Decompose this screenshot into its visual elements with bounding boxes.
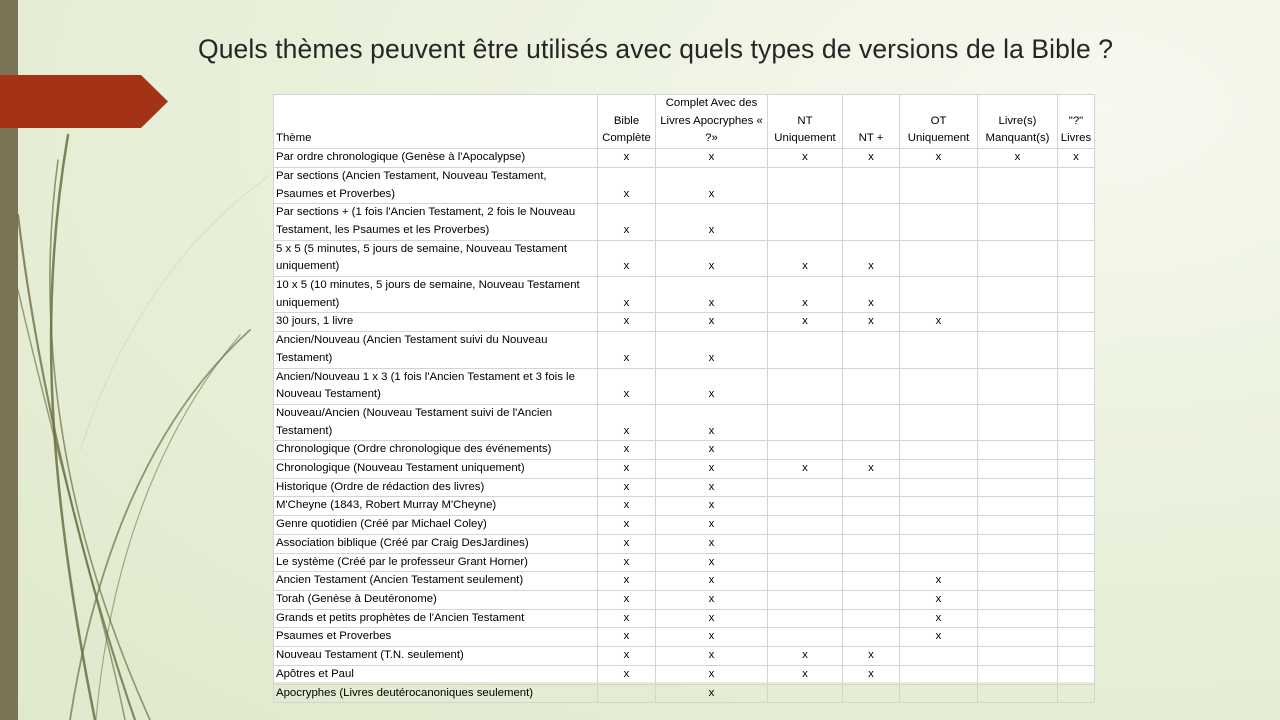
mark-cell bbox=[978, 167, 1058, 203]
mark-cell bbox=[900, 368, 978, 404]
table-row bbox=[274, 460, 1095, 479]
mark-cell bbox=[1058, 684, 1095, 703]
mark-cell bbox=[843, 590, 900, 609]
table-row bbox=[274, 553, 1095, 572]
mark-cell bbox=[1058, 665, 1095, 684]
mark-cell bbox=[843, 332, 900, 368]
mark-cell bbox=[1058, 516, 1095, 535]
theme-cell: Nouveau Testament (T.N. seulement) bbox=[274, 647, 598, 666]
mark-cell: x bbox=[598, 441, 656, 460]
mark-cell: x bbox=[656, 149, 768, 168]
mark-cell: x bbox=[598, 572, 656, 591]
mark-cell bbox=[1058, 497, 1095, 516]
table-row bbox=[274, 534, 1095, 553]
mark-cell bbox=[978, 332, 1058, 368]
mark-cell: x bbox=[656, 368, 768, 404]
mark-cell: x bbox=[598, 240, 656, 276]
column-header-livres-manquants: Livre(s) Manquant(s) bbox=[978, 95, 1058, 149]
theme-cell: Grands et petits prophètes de l'Ancien Testament bbox=[274, 609, 598, 628]
mark-cell bbox=[1058, 572, 1095, 591]
mark-cell bbox=[768, 609, 843, 628]
mark-cell: x bbox=[656, 277, 768, 313]
theme-cell: M'Cheyne (1843, Robert Murray M'Cheyne) bbox=[274, 497, 598, 516]
mark-cell: x bbox=[768, 665, 843, 684]
mark-cell bbox=[1058, 277, 1095, 313]
mark-cell bbox=[843, 628, 900, 647]
mark-cell bbox=[900, 167, 978, 203]
theme-cell: Torah (Genèse à Deutéronome) bbox=[274, 590, 598, 609]
mark-cell bbox=[843, 204, 900, 240]
mark-cell bbox=[900, 277, 978, 313]
mark-cell bbox=[768, 404, 843, 440]
mark-cell: x bbox=[900, 628, 978, 647]
mark-cell bbox=[978, 204, 1058, 240]
mark-cell bbox=[843, 478, 900, 497]
theme-cell: Genre quotidien (Créé par Michael Coley) bbox=[274, 516, 598, 535]
theme-cell: Nouveau/Ancien (Nouveau Testament suivi de l'Ancien Testament) bbox=[274, 404, 598, 440]
mark-cell bbox=[768, 497, 843, 516]
table-row bbox=[274, 149, 1095, 168]
mark-cell: x bbox=[843, 313, 900, 332]
table-row bbox=[274, 665, 1095, 684]
mark-cell: x bbox=[656, 441, 768, 460]
mark-cell bbox=[978, 534, 1058, 553]
table-row bbox=[274, 368, 1095, 404]
table-row bbox=[274, 647, 1095, 666]
mark-cell bbox=[1058, 628, 1095, 647]
mark-cell bbox=[978, 628, 1058, 647]
mark-cell bbox=[768, 572, 843, 591]
theme-cell: Ancien Testament (Ancien Testament seulement) bbox=[274, 572, 598, 591]
mark-cell: x bbox=[656, 516, 768, 535]
mark-cell: x bbox=[656, 590, 768, 609]
mark-cell bbox=[900, 204, 978, 240]
mark-cell: x bbox=[768, 313, 843, 332]
mark-cell: x bbox=[900, 149, 978, 168]
mark-cell bbox=[978, 368, 1058, 404]
mark-cell: x bbox=[598, 332, 656, 368]
mark-cell bbox=[900, 534, 978, 553]
mark-cell: x bbox=[656, 404, 768, 440]
mark-cell bbox=[1058, 441, 1095, 460]
mark-cell bbox=[978, 404, 1058, 440]
column-header-theme: Thème bbox=[274, 95, 598, 149]
mark-cell bbox=[843, 516, 900, 535]
mark-cell bbox=[978, 478, 1058, 497]
mark-cell bbox=[1058, 332, 1095, 368]
mark-cell: x bbox=[598, 204, 656, 240]
mark-cell bbox=[978, 516, 1058, 535]
mark-cell bbox=[1058, 167, 1095, 203]
table-row bbox=[274, 332, 1095, 368]
mark-cell bbox=[843, 684, 900, 703]
mark-cell: x bbox=[598, 609, 656, 628]
mark-cell bbox=[768, 534, 843, 553]
table-row bbox=[274, 516, 1095, 535]
mark-cell bbox=[843, 534, 900, 553]
table-body bbox=[274, 149, 1095, 703]
mark-cell bbox=[978, 665, 1058, 684]
mark-cell bbox=[978, 460, 1058, 479]
theme-cell: Ancien/Nouveau 1 x 3 (1 fois l'Ancien Testament et 3 fois le Nouveau Testament) bbox=[274, 368, 598, 404]
theme-cell: Par ordre chronologique (Genèse à l'Apocalypse) bbox=[274, 149, 598, 168]
theme-cell: 5 x 5 (5 minutes, 5 jours de semaine, Nouveau Testament uniquement) bbox=[274, 240, 598, 276]
column-header-nt-plus: NT + bbox=[843, 95, 900, 149]
column-header-ot-uniquement: OT Uniquement bbox=[900, 95, 978, 149]
mark-cell bbox=[900, 497, 978, 516]
mark-cell: x bbox=[598, 516, 656, 535]
mark-cell bbox=[978, 572, 1058, 591]
mark-cell: x bbox=[656, 332, 768, 368]
table-row bbox=[274, 441, 1095, 460]
table-row bbox=[274, 404, 1095, 440]
accent-arrow-shape bbox=[0, 75, 168, 128]
column-header-livres-inconnus: "?" Livres bbox=[1058, 95, 1095, 149]
mark-cell bbox=[1058, 368, 1095, 404]
theme-cell: 10 x 5 (10 minutes, 5 jours de semaine, Nouveau Testament uniquement) bbox=[274, 277, 598, 313]
mark-cell bbox=[900, 665, 978, 684]
mark-cell bbox=[978, 553, 1058, 572]
mark-cell bbox=[843, 572, 900, 591]
mark-cell: x bbox=[598, 404, 656, 440]
table-row bbox=[274, 478, 1095, 497]
mark-cell bbox=[1058, 478, 1095, 497]
mark-cell: x bbox=[656, 534, 768, 553]
mark-cell: x bbox=[843, 277, 900, 313]
mark-cell bbox=[900, 404, 978, 440]
mark-cell bbox=[843, 609, 900, 628]
theme-cell: Par sections + (1 fois l'Ancien Testament, 2 fois le Nouveau Testament, les Psaumes et les Proverbes) bbox=[274, 204, 598, 240]
mark-cell bbox=[1058, 404, 1095, 440]
mark-cell bbox=[768, 553, 843, 572]
slide-title: Quels thèmes peuvent être utilisés avec quels types de versions de la Bible ? bbox=[198, 34, 1114, 64]
mark-cell: x bbox=[768, 647, 843, 666]
column-header-bible-complete: Bible Complète bbox=[598, 95, 656, 149]
mark-cell: x bbox=[656, 313, 768, 332]
theme-cell: 30 jours, 1 livre bbox=[274, 313, 598, 332]
mark-cell bbox=[1058, 313, 1095, 332]
table-row bbox=[274, 572, 1095, 591]
mark-cell bbox=[1058, 609, 1095, 628]
theme-cell: Par sections (Ancien Testament, Nouveau Testament, Psaumes et Proverbes) bbox=[274, 167, 598, 203]
table-row bbox=[274, 240, 1095, 276]
mark-cell: x bbox=[843, 460, 900, 479]
table-row bbox=[274, 313, 1095, 332]
mark-cell: x bbox=[598, 149, 656, 168]
mark-cell bbox=[978, 609, 1058, 628]
theme-cell: Apôtres et Paul bbox=[274, 665, 598, 684]
mark-cell bbox=[978, 590, 1058, 609]
mark-cell bbox=[1058, 553, 1095, 572]
theme-cell: Chronologique (Nouveau Testament uniquement) bbox=[274, 460, 598, 479]
mark-cell bbox=[978, 441, 1058, 460]
mark-cell: x bbox=[598, 368, 656, 404]
mark-cell: x bbox=[598, 313, 656, 332]
mark-cell bbox=[768, 368, 843, 404]
mark-cell: x bbox=[598, 497, 656, 516]
mark-cell bbox=[900, 553, 978, 572]
mark-cell bbox=[978, 313, 1058, 332]
mark-cell bbox=[900, 478, 978, 497]
mark-cell bbox=[1058, 204, 1095, 240]
theme-cell: Le système (Créé par le professeur Grant Horner) bbox=[274, 553, 598, 572]
mark-cell: x bbox=[843, 665, 900, 684]
theme-cell: Chronologique (Ordre chronologique des événements) bbox=[274, 441, 598, 460]
theme-cell: Ancien/Nouveau (Ancien Testament suivi du Nouveau Testament) bbox=[274, 332, 598, 368]
mark-cell bbox=[843, 368, 900, 404]
mark-cell bbox=[598, 684, 656, 703]
mark-cell: x bbox=[768, 277, 843, 313]
mark-cell bbox=[900, 647, 978, 666]
mark-cell: x bbox=[843, 240, 900, 276]
mark-cell bbox=[768, 478, 843, 497]
mark-cell: x bbox=[598, 534, 656, 553]
mark-cell bbox=[900, 441, 978, 460]
mark-cell bbox=[768, 167, 843, 203]
mark-cell: x bbox=[656, 460, 768, 479]
mark-cell bbox=[978, 647, 1058, 666]
theme-cell: Historique (Ordre de rédaction des livres) bbox=[274, 478, 598, 497]
mark-cell bbox=[900, 684, 978, 703]
mark-cell bbox=[1058, 534, 1095, 553]
mark-cell bbox=[768, 628, 843, 647]
mark-cell bbox=[843, 404, 900, 440]
mark-cell: x bbox=[656, 628, 768, 647]
mark-cell bbox=[768, 332, 843, 368]
mark-cell bbox=[1058, 460, 1095, 479]
mark-cell bbox=[768, 516, 843, 535]
mark-cell: x bbox=[598, 590, 656, 609]
mark-cell: x bbox=[656, 572, 768, 591]
mark-cell: x bbox=[656, 553, 768, 572]
mark-cell bbox=[978, 240, 1058, 276]
mark-cell bbox=[900, 240, 978, 276]
table-row bbox=[274, 609, 1095, 628]
table-row bbox=[274, 204, 1095, 240]
column-header-complet-apocryphes: Complet Avec des Livres Apocryphes « ?» bbox=[656, 95, 768, 149]
themes-versions-table bbox=[273, 94, 1095, 703]
mark-cell: x bbox=[768, 240, 843, 276]
mark-cell: x bbox=[656, 665, 768, 684]
mark-cell: x bbox=[656, 647, 768, 666]
theme-cell: Apocryphes (Livres deutérocanoniques seulement) bbox=[274, 684, 598, 703]
versions-table-container bbox=[273, 94, 1094, 699]
mark-cell bbox=[768, 441, 843, 460]
mark-cell bbox=[843, 497, 900, 516]
mark-cell: x bbox=[656, 240, 768, 276]
mark-cell: x bbox=[656, 684, 768, 703]
table-row bbox=[274, 277, 1095, 313]
table-row bbox=[274, 628, 1095, 647]
mark-cell bbox=[1058, 590, 1095, 609]
mark-cell: x bbox=[598, 478, 656, 497]
column-header-nt-uniquement: NT Uniquement bbox=[768, 95, 843, 149]
mark-cell: x bbox=[598, 628, 656, 647]
table-row bbox=[274, 590, 1095, 609]
mark-cell: x bbox=[768, 149, 843, 168]
mark-cell: x bbox=[900, 590, 978, 609]
mark-cell: x bbox=[900, 609, 978, 628]
mark-cell: x bbox=[598, 277, 656, 313]
mark-cell bbox=[843, 553, 900, 572]
mark-cell: x bbox=[656, 204, 768, 240]
mark-cell bbox=[1058, 240, 1095, 276]
mark-cell bbox=[768, 590, 843, 609]
mark-cell: x bbox=[598, 665, 656, 684]
mark-cell: x bbox=[598, 553, 656, 572]
mark-cell: x bbox=[900, 313, 978, 332]
mark-cell: x bbox=[1058, 149, 1095, 168]
mark-cell bbox=[978, 497, 1058, 516]
mark-cell: x bbox=[843, 647, 900, 666]
mark-cell bbox=[768, 684, 843, 703]
mark-cell bbox=[1058, 647, 1095, 666]
mark-cell bbox=[843, 167, 900, 203]
theme-cell: Association biblique (Créé par Craig DesJardines) bbox=[274, 534, 598, 553]
mark-cell: x bbox=[978, 149, 1058, 168]
mark-cell bbox=[768, 204, 843, 240]
mark-cell: x bbox=[598, 460, 656, 479]
table-row bbox=[274, 167, 1095, 203]
mark-cell bbox=[978, 684, 1058, 703]
mark-cell bbox=[900, 460, 978, 479]
mark-cell: x bbox=[598, 167, 656, 203]
table-row bbox=[274, 684, 1095, 703]
mark-cell: x bbox=[843, 149, 900, 168]
mark-cell bbox=[978, 277, 1058, 313]
mark-cell: x bbox=[656, 167, 768, 203]
mark-cell bbox=[900, 516, 978, 535]
mark-cell: x bbox=[768, 460, 843, 479]
table-header-row bbox=[274, 95, 1095, 149]
mark-cell: x bbox=[656, 497, 768, 516]
mark-cell: x bbox=[900, 572, 978, 591]
mark-cell: x bbox=[656, 609, 768, 628]
theme-cell: Psaumes et Proverbes bbox=[274, 628, 598, 647]
table-row bbox=[274, 497, 1095, 516]
mark-cell: x bbox=[656, 478, 768, 497]
mark-cell bbox=[900, 332, 978, 368]
mark-cell: x bbox=[598, 647, 656, 666]
mark-cell bbox=[843, 441, 900, 460]
